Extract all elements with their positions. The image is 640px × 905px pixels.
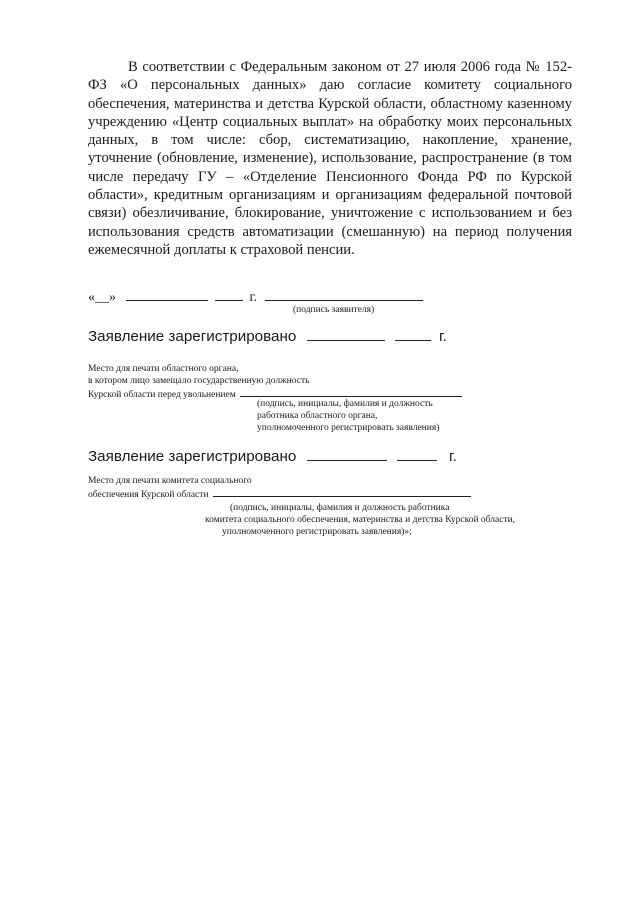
signature-blank-2 (213, 488, 471, 497)
applicant-signature-blank (265, 288, 423, 301)
stamp-place-2-line-2: обеспечения Курской области (88, 488, 471, 502)
stamp-place-1-line-1: Место для печати областного органа, (88, 364, 239, 374)
registration-line-1 (88, 328, 447, 346)
consent-paragraph: В соответствии с Федеральным законом от 27 июля 2006 года № 152-ФЗ «О персональных данных» даю согласие комитету социального обеспечения, материнства и детства Курской области, областному казенному учреждению «Центр социальных выплат» на обработку моих персональных данных, в том числе: сбор, систематизацию, накопление, хранение, уточнение (обновление, изменение), использование, распространение (в том числе передачу ГУ – «Отделение Пенсионного Фонда РФ по Курской области», кредитным организациям и организациям федеральной почтовой связи) обезличивание, блокирование, уничтожение с использованием и без использования средств автоматизации (смешанную) на период получения ежемесячной доплаты к страховой пенсии. (88, 59, 572, 258)
registration-year-suffix-2: г. (449, 448, 457, 465)
signature-caption-2-line-3: уполномоченного регистрировать заявления)»; (222, 526, 412, 537)
registration-year-suffix-1: г. (439, 328, 447, 345)
registration-year-blank-1 (395, 328, 431, 341)
signature-caption-1-line-2: работника областного органа, (257, 410, 378, 421)
registration-date-blank-2 (307, 448, 387, 461)
signature-caption-2-line-1: (подпись, инициалы, фамилия и должность работника (230, 503, 450, 513)
applicant-signature-caption: (подпись заявителя) (293, 305, 375, 315)
date-open-quote: « (88, 290, 95, 305)
stamp-place-1 (88, 364, 462, 401)
date-signature-row (88, 288, 418, 306)
stamp-place-1-line-3: Курской области перед увольнением (88, 388, 462, 402)
signature-caption-1-line-1: (подпись, инициалы, фамилия и должность (257, 399, 433, 409)
signature-caption-2-line-2: комитета социального обеспечения, материнства и детства Курской области, (205, 514, 516, 525)
stamp-place-2-line-1: Место для печати комитета социального (88, 476, 252, 486)
signature-caption-1 (257, 399, 439, 434)
signature-caption-2 (205, 503, 515, 538)
stamp-place-2 (88, 476, 471, 502)
registration-label-1: Заявление зарегистрировано (88, 328, 297, 345)
date-month-blank (126, 288, 208, 301)
date-day-blank: __ (95, 290, 109, 305)
registration-line-2 (88, 448, 457, 466)
registration-label-2: Заявление зарегистрировано (88, 448, 297, 465)
signature-blank-1 (240, 388, 462, 397)
date-close-quote: » (109, 290, 116, 305)
registration-date-blank-1 (307, 328, 385, 341)
signature-caption-1-line-3: уполномоченного регистрировать заявления) (257, 422, 440, 433)
date-year-suffix: г. (249, 290, 258, 305)
stamp-place-1-line-2: в котором лицо замещало государственную должность (88, 375, 310, 386)
date-year-blank (215, 288, 243, 301)
registration-year-blank-2 (397, 448, 437, 461)
